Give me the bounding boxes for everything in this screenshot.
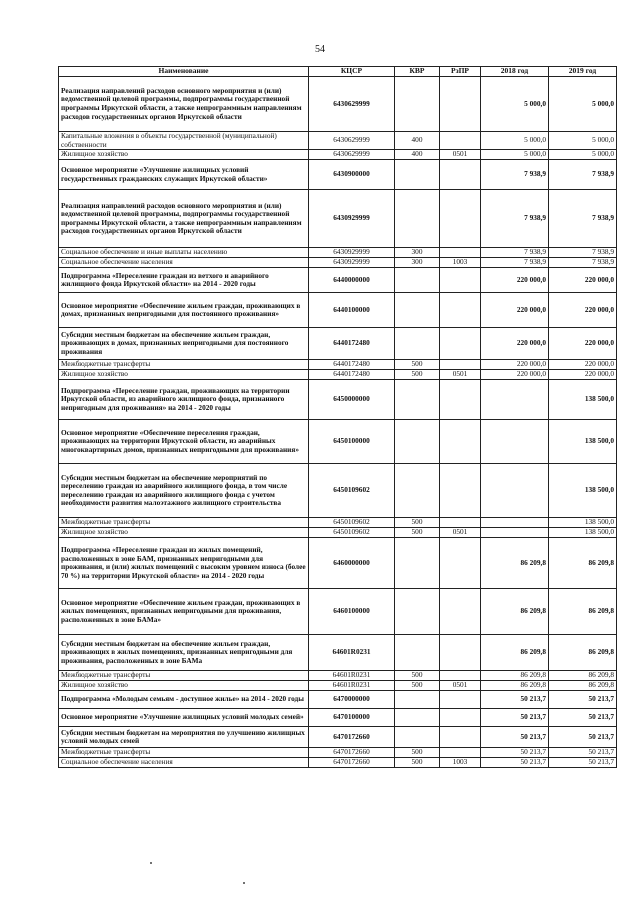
cell-y2018: 86 209,8: [481, 635, 549, 671]
cell-y2018: 5 000,0: [481, 150, 549, 160]
cell-name: Субсидии местным бюджетам на обеспечение жильем граждан, проживающих в домах, признанных непригодными для постоянного проживания: [59, 328, 309, 360]
cell-name: Социальное обеспечение и иные выплаты населению: [59, 248, 309, 258]
table-row: [59, 528, 617, 538]
cell-y2019: 220 000,0: [549, 268, 617, 293]
header-name: Наименование: [59, 67, 309, 77]
cell-kvr: [395, 160, 440, 190]
cell-kvr: [395, 268, 440, 293]
cell-kcsr: 64601R0231: [309, 681, 395, 691]
cell-kvr: [395, 538, 440, 589]
cell-kvr: [395, 635, 440, 671]
table-row: [59, 293, 617, 328]
cell-name: Основное мероприятие «Обеспечение жильем граждан, проживающих в жилых помещениях, признанных непригодными для проживания, расположенных в зоне БАМа»: [59, 589, 309, 635]
cell-y2018: 7 938,9: [481, 190, 549, 248]
cell-rzpr: [440, 190, 481, 248]
table-row: [59, 420, 617, 464]
cell-rzpr: 1003: [440, 758, 481, 768]
cell-kvr: [395, 380, 440, 420]
budget-table: [58, 66, 617, 768]
cell-y2019: 138 500,0: [549, 518, 617, 528]
cell-rzpr: [440, 727, 481, 748]
cell-y2018: 50 213,7: [481, 709, 549, 727]
cell-y2018: 220 000,0: [481, 370, 549, 380]
cell-rzpr: [440, 635, 481, 671]
table-row: [59, 248, 617, 258]
cell-y2018: 50 213,7: [481, 727, 549, 748]
cell-y2019: 50 213,7: [549, 691, 617, 709]
cell-y2018: [481, 380, 549, 420]
cell-name: Социальное обеспечение населения: [59, 758, 309, 768]
cell-rzpr: 1003: [440, 258, 481, 268]
table-row: [59, 258, 617, 268]
cell-kcsr: 6430629999: [309, 132, 395, 150]
cell-rzpr: 0501: [440, 150, 481, 160]
cell-kcsr: 6450100000: [309, 420, 395, 464]
cell-kcsr: 6460100000: [309, 589, 395, 635]
cell-kcsr: 6440172480: [309, 360, 395, 370]
cell-kcsr: 6460000000: [309, 538, 395, 589]
cell-name: Межбюджетные трансферты: [59, 518, 309, 528]
cell-y2018: 7 938,9: [481, 258, 549, 268]
cell-y2018: [481, 518, 549, 528]
table-row: [59, 370, 617, 380]
table-row: [59, 464, 617, 518]
cell-name: Жилищное хозяйство: [59, 150, 309, 160]
cell-y2019: 7 938,9: [549, 160, 617, 190]
cell-kvr: [395, 464, 440, 518]
cell-kcsr: 6470100000: [309, 709, 395, 727]
table-row: [59, 589, 617, 635]
table-row: [59, 635, 617, 671]
cell-kcsr: 6440000000: [309, 268, 395, 293]
cell-y2019: 220 000,0: [549, 370, 617, 380]
table-body: [59, 77, 617, 768]
cell-kcsr: 64601R0231: [309, 635, 395, 671]
cell-rzpr: [440, 328, 481, 360]
cell-y2019: 86 209,8: [549, 671, 617, 681]
cell-kvr: 500: [395, 681, 440, 691]
cell-kvr: [395, 691, 440, 709]
cell-kcsr: 6430900000: [309, 160, 395, 190]
table-row: [59, 160, 617, 190]
header-kcsr: КЦСР: [309, 67, 395, 77]
header-2019: 2019 год: [549, 67, 617, 77]
cell-y2019: 220 000,0: [549, 328, 617, 360]
cell-kcsr: 6450000000: [309, 380, 395, 420]
cell-rzpr: [440, 709, 481, 727]
cell-name: Межбюджетные трансферты: [59, 360, 309, 370]
cell-rzpr: [440, 538, 481, 589]
cell-y2018: 5 000,0: [481, 77, 549, 132]
cell-kcsr: 6440100000: [309, 293, 395, 328]
table-row: [59, 748, 617, 758]
table-row: [59, 380, 617, 420]
table-row: [59, 538, 617, 589]
cell-name: Подпрограмма «Переселение граждан из ветхого и аварийного жилищного фонда Иркутской области» на 2014 - 2020 годы: [59, 268, 309, 293]
cell-y2019: 138 500,0: [549, 464, 617, 518]
cell-kcsr: 6470000000: [309, 691, 395, 709]
cell-y2019: 7 938,9: [549, 258, 617, 268]
table-row: [59, 691, 617, 709]
cell-name: Основное мероприятие «Обеспечение жильем граждан, проживающих в домах, признанных непригодными для постоянного проживания»: [59, 293, 309, 328]
cell-kcsr: 6450109602: [309, 518, 395, 528]
cell-rzpr: 0501: [440, 681, 481, 691]
cell-kcsr: 6450109602: [309, 464, 395, 518]
cell-name: Подпрограмма «Молодым семьям - доступное жилье» на 2014 - 2020 годы: [59, 691, 309, 709]
cell-kcsr: 6470172660: [309, 727, 395, 748]
cell-kcsr: 6470172660: [309, 748, 395, 758]
cell-rzpr: [440, 380, 481, 420]
cell-kvr: 300: [395, 258, 440, 268]
cell-name: Капитальные вложения в объекты государственной (муниципальной) собственности: [59, 132, 309, 150]
cell-name: Основное мероприятие «Улучшение жилищных условий государственных гражданских служащих Иркутской области»: [59, 160, 309, 190]
cell-y2018: 86 209,8: [481, 589, 549, 635]
cell-kvr: 300: [395, 248, 440, 258]
cell-y2018: 7 938,9: [481, 160, 549, 190]
cell-y2018: 50 213,7: [481, 691, 549, 709]
cell-y2018: 5 000,0: [481, 132, 549, 150]
cell-kvr: 400: [395, 132, 440, 150]
cell-name: Межбюджетные трансферты: [59, 748, 309, 758]
cell-kcsr: 6430629999: [309, 77, 395, 132]
table-row: [59, 328, 617, 360]
cell-name: Подпрограмма «Переселение граждан из жилых помещений, расположенных в зоне БАМ, признанных непригодными для проживания, и (или) жилых помещений с высоким уровнем износа (более 70 %) на территории Иркутской области» на 2014 - 2020 годы: [59, 538, 309, 589]
table-header-row: [59, 67, 617, 77]
cell-name: Межбюджетные трансферты: [59, 671, 309, 681]
cell-rzpr: 0501: [440, 528, 481, 538]
table-row: [59, 190, 617, 248]
cell-kvr: 400: [395, 150, 440, 160]
cell-y2019: 86 209,8: [549, 635, 617, 671]
cell-y2019: 5 000,0: [549, 150, 617, 160]
cell-y2018: 86 209,8: [481, 538, 549, 589]
cell-y2019: 7 938,9: [549, 190, 617, 248]
cell-name: Основное мероприятие «Обеспечение переселения граждан, проживающих на территории Иркутской области, из аварийных многоквартирных домов, признанных непригодными для проживания»: [59, 420, 309, 464]
cell-y2018: 86 209,8: [481, 681, 549, 691]
cell-rzpr: [440, 464, 481, 518]
page-number: 54: [315, 44, 325, 55]
cell-rzpr: [440, 268, 481, 293]
scan-speck: [243, 882, 245, 884]
cell-y2019: 50 213,7: [549, 758, 617, 768]
cell-name: Реализация направлений расходов основного мероприятия и (или) ведомственной целевой программы, подпрограммы государственной программы Иркутской области, а также непрограммным направлениям расходов государственных органов Иркутской области: [59, 77, 309, 132]
cell-name: Основное мероприятие «Улучшение жилищных условий молодых семей»: [59, 709, 309, 727]
cell-name: Жилищное хозяйство: [59, 681, 309, 691]
table-row: [59, 150, 617, 160]
scan-speck: [150, 862, 152, 864]
cell-rzpr: [440, 360, 481, 370]
cell-kvr: [395, 293, 440, 328]
cell-rzpr: [440, 293, 481, 328]
cell-y2019: 5 000,0: [549, 77, 617, 132]
cell-name: Подпрограмма «Переселение граждан, проживающих на территории Иркутской области, из аварийного жилищного фонда, признанного непригодным для проживания» на 2014 - 2020 годы: [59, 380, 309, 420]
header-rzpr: РзПР: [440, 67, 481, 77]
cell-kvr: [395, 420, 440, 464]
cell-rzpr: [440, 748, 481, 758]
header-kvr: КВР: [395, 67, 440, 77]
cell-y2018: 86 209,8: [481, 671, 549, 681]
table-row: [59, 268, 617, 293]
cell-y2019: 220 000,0: [549, 360, 617, 370]
cell-rzpr: 0501: [440, 370, 481, 380]
cell-kcsr: 6430929999: [309, 248, 395, 258]
cell-y2019: 220 000,0: [549, 293, 617, 328]
cell-kvr: [395, 709, 440, 727]
cell-kvr: [395, 589, 440, 635]
table-row: [59, 671, 617, 681]
cell-rzpr: [440, 248, 481, 258]
table-row: [59, 758, 617, 768]
cell-kvr: 500: [395, 758, 440, 768]
cell-y2019: 138 500,0: [549, 528, 617, 538]
cell-rzpr: [440, 420, 481, 464]
table-row: [59, 132, 617, 150]
cell-name: Субсидии местным бюджетам на мероприятия по улучшению жилищных условий молодых семей: [59, 727, 309, 748]
cell-y2019: 138 500,0: [549, 380, 617, 420]
cell-kcsr: 6440172480: [309, 328, 395, 360]
cell-y2018: 220 000,0: [481, 268, 549, 293]
cell-kvr: 500: [395, 518, 440, 528]
cell-kvr: 500: [395, 528, 440, 538]
cell-y2018: [481, 464, 549, 518]
cell-y2018: 220 000,0: [481, 360, 549, 370]
cell-y2018: 220 000,0: [481, 328, 549, 360]
cell-y2018: [481, 528, 549, 538]
cell-rzpr: [440, 589, 481, 635]
table-row: [59, 360, 617, 370]
cell-rzpr: [440, 132, 481, 150]
cell-kvr: 500: [395, 370, 440, 380]
cell-kcsr: 6430629999: [309, 150, 395, 160]
cell-kcsr: 6430929999: [309, 258, 395, 268]
cell-kcsr: 6450109602: [309, 528, 395, 538]
cell-y2018: 220 000,0: [481, 293, 549, 328]
cell-y2019: 7 938,9: [549, 248, 617, 258]
cell-rzpr: [440, 160, 481, 190]
cell-y2019: 86 209,8: [549, 589, 617, 635]
cell-y2019: 86 209,8: [549, 538, 617, 589]
cell-y2018: 7 938,9: [481, 248, 549, 258]
cell-kvr: [395, 328, 440, 360]
cell-rzpr: [440, 518, 481, 528]
table-row: [59, 681, 617, 691]
cell-kvr: [395, 727, 440, 748]
cell-name: Субсидии местным бюджетам на обеспечение мероприятий по переселению граждан из аварийного жилищного фонда, в том числе переселению граждан из аварийного жилищного фонда с учетом необходимости развития малоэтажного жилищного строительства: [59, 464, 309, 518]
cell-y2019: 5 000,0: [549, 132, 617, 150]
cell-kcsr: 6430929999: [309, 190, 395, 248]
cell-kcsr: 64601R0231: [309, 671, 395, 681]
table-row: [59, 709, 617, 727]
cell-y2018: [481, 420, 549, 464]
cell-rzpr: [440, 77, 481, 132]
cell-name: Жилищное хозяйство: [59, 370, 309, 380]
cell-name: Жилищное хозяйство: [59, 528, 309, 538]
cell-y2019: 50 213,7: [549, 709, 617, 727]
cell-name: Социальное обеспечение населения: [59, 258, 309, 268]
cell-kvr: [395, 190, 440, 248]
header-2018: 2018 год: [481, 67, 549, 77]
cell-kvr: 500: [395, 360, 440, 370]
cell-kvr: [395, 77, 440, 132]
table-row: [59, 727, 617, 748]
cell-y2019: 50 213,7: [549, 727, 617, 748]
cell-y2019: 86 209,8: [549, 681, 617, 691]
cell-name: Реализация направлений расходов основного мероприятия и (или) ведомственной целевой программы, подпрограммы государственной программы Иркутской области, а также непрограммным направлениям расходов государственных органов Иркутской области: [59, 190, 309, 248]
cell-kvr: 500: [395, 671, 440, 681]
cell-kcsr: 6470172660: [309, 758, 395, 768]
cell-y2019: 50 213,7: [549, 748, 617, 758]
cell-kcsr: 6440172480: [309, 370, 395, 380]
cell-name: Субсидии местным бюджетам на обеспечение жильем граждан, проживающих в жилых помещениях, признанных непригодными для проживания, расположенных в зоне БАМа: [59, 635, 309, 671]
cell-y2019: 138 500,0: [549, 420, 617, 464]
table-row: [59, 518, 617, 528]
cell-y2018: 50 213,7: [481, 758, 549, 768]
cell-y2018: 50 213,7: [481, 748, 549, 758]
cell-rzpr: [440, 671, 481, 681]
table-row: [59, 77, 617, 132]
cell-kvr: 500: [395, 748, 440, 758]
cell-rzpr: [440, 691, 481, 709]
